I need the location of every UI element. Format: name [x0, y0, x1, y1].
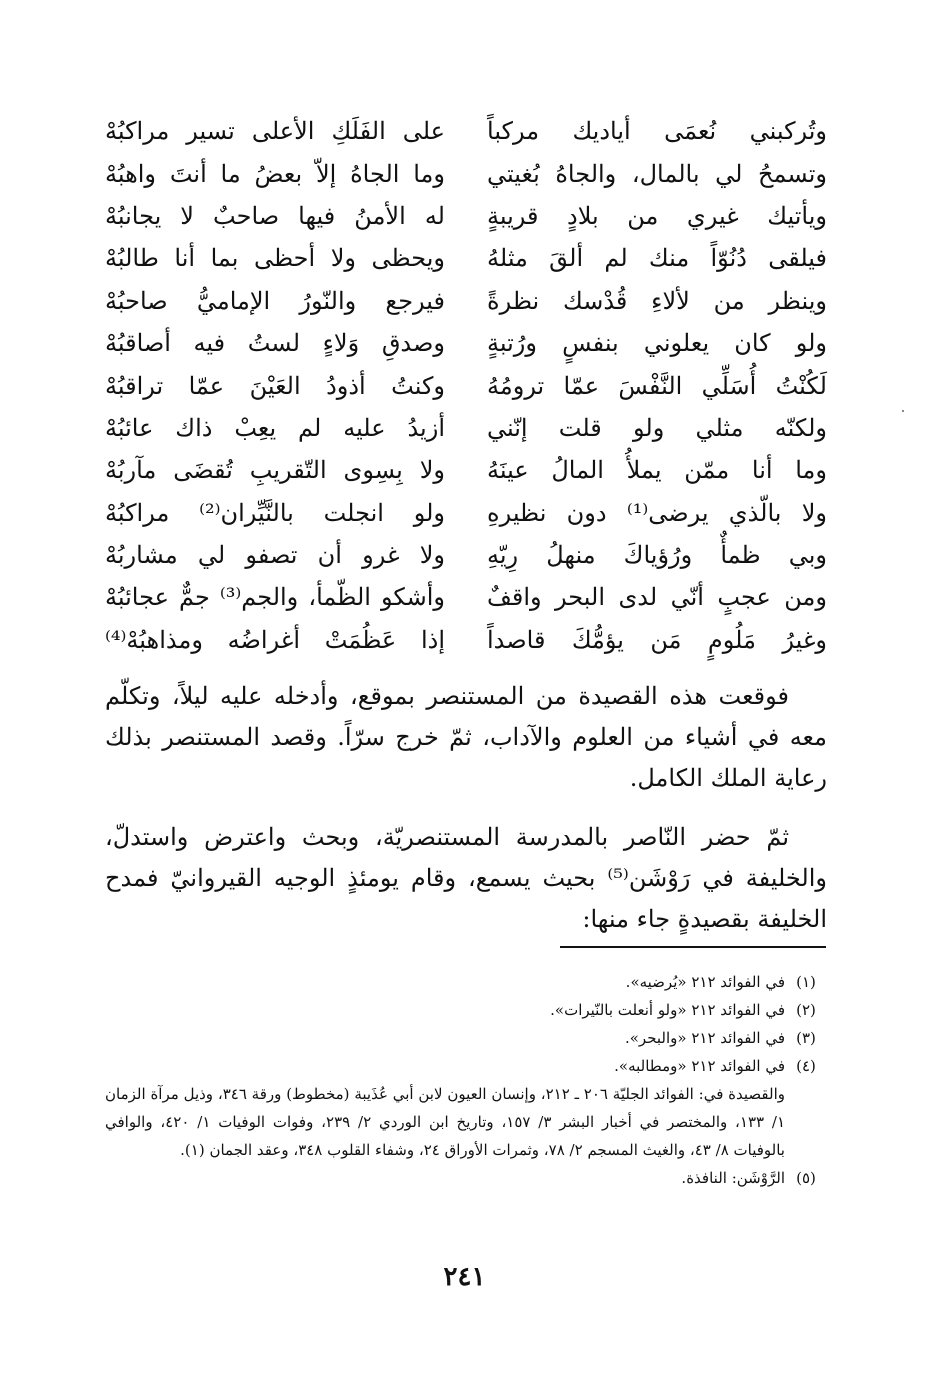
- verse-first-hemistich: وما أنا ممّن يملأُ المالُ عينَهُ: [487, 456, 827, 485]
- verse-first-hemistich: ولكنّه مثلي ولو قلت إنّني: [487, 413, 827, 442]
- footnote-text: في الفوائد ٢١٢ «يُرضيه».: [625, 973, 785, 991]
- verse: [105, 619, 827, 661]
- verse: [105, 407, 827, 449]
- verse-second-hemistich: ولا بِسِوى التّقريبِ تُقضَى مآربُهْ: [105, 456, 445, 485]
- verse: [105, 449, 827, 491]
- scan-speck: [902, 410, 904, 412]
- footnote-number: (٢): [796, 1001, 816, 1019]
- footnote-number: (١): [796, 973, 816, 991]
- footnote-number: (٤): [796, 1057, 816, 1075]
- verse-second-hemistich: له الأمنُ فيها صاحبٌ لا يجانبُهْ: [105, 201, 445, 230]
- footnote: [105, 996, 827, 1024]
- verse: [105, 152, 827, 194]
- verse-first-hemistich: وينظر من لألاءِ قُدْسك نظرةً: [487, 286, 827, 315]
- verse-second-hemistich: وأشكو الظّمأ، والجم⁽³⁾ جمٌّ عجائبُهْ: [105, 583, 445, 612]
- footnote-number: (٥): [796, 1169, 816, 1187]
- verse-second-hemistich: وصدقِ وَلاءٍ لستُ فيه أصاقبُهْ: [105, 329, 445, 358]
- verse: [105, 364, 827, 406]
- footnote-number: (٣): [796, 1029, 816, 1047]
- verse: [105, 576, 827, 618]
- verse-first-hemistich: وغيرُ مَلُومٍ مَن يؤمُّكَ قاصداً: [487, 625, 827, 654]
- paragraph: فوقعت هذه القصيدة من المستنصر بموقع، وأدخله عليه ليلاً، وتكلّم معه في أشياء من العلوم والآداب، ثمّ خرج سرّاً. وقصد المستنصر بذلك رعاية الملك الكامل.: [105, 682, 827, 792]
- page-number: ٢٤١: [443, 1262, 486, 1292]
- verse: [105, 322, 827, 364]
- verse-first-hemistich: وتسمحُ لي بالمال، والجاهُ بُغيتي: [487, 159, 827, 188]
- verse-first-hemistich: ولو كان يعلوني بنفسٍ ورُتبةٍ: [487, 329, 827, 358]
- verse-second-hemistich: على الفَلَكِ الأعلى تسير مراكبُهْ: [105, 117, 445, 146]
- verse: [105, 195, 827, 237]
- verse-second-hemistich: أزيدُ عليه لم يعِبْ ذاك عائبُهْ: [105, 413, 445, 442]
- verse: [105, 534, 827, 576]
- footnotes: [105, 968, 827, 1192]
- verse-first-hemistich: ويأتيك غيري من بلادٍ قريبةٍ: [487, 201, 827, 230]
- footnote-text: في الفوائد ٢١٢ «ومطالبه».: [614, 1057, 785, 1075]
- verse-first-hemistich: وبي ظمأٌ ورُؤياكَ منهلُ رِيّهِ: [487, 541, 827, 570]
- footnote: [105, 1164, 827, 1192]
- verse-second-hemistich: ولو انجلت بالنَّيِّران⁽²⁾ مراكبُهْ: [105, 498, 445, 527]
- verse-first-hemistich: وتُركبني نُعمَى أياديك مركباً: [487, 117, 827, 146]
- verse-first-hemistich: فيلقى دُنُوّاً منك لم ألقَ مثلهُ: [487, 244, 827, 273]
- verse-second-hemistich: ويحظى ولا أحظى بما أنا طالبُهْ: [105, 244, 445, 273]
- footnote: [105, 1052, 827, 1080]
- footnote-text: الرَّوْشَن: النافذة.: [681, 1169, 785, 1187]
- verse-second-hemistich: وما الجاهُ إلاّ بعضُ ما أنتَ واهبُهْ: [105, 159, 445, 188]
- footnote-text: في الفوائد ٢١٢ «والبحر».: [624, 1029, 785, 1047]
- verse-second-hemistich: وكنتُ أذودُ العَيْنَ عمّا تراقبُهْ: [105, 371, 445, 400]
- verse: [105, 492, 827, 534]
- paragraph: ثمّ حضر النّاصر بالمدرسة المستنصريّة، وبحث واعترض واستدلّ، والخليفة في رَوْشَن⁽⁵⁾ بحيث يسمع، وقام يومئذٍ الوجيه القيروانيّ فمدح الخليفة بقصيدةٍ جاء منها:: [105, 823, 827, 933]
- footnote-text: في الفوائد ٢١٢ «ولو أنعلت بالنّيرات».: [550, 1001, 785, 1019]
- verse: [105, 280, 827, 322]
- footnote-sources: والقصيدة في: الفوائد الجليّة ٢٠٦ ـ ٢١٢، وإنسان العيون لابن أبي عُذَيبة (مخطوط) ورقة ٣٤٦، وذيل مرآة الزمان ١/ ١٣٣، والمختصر في أخبار البشر ٣/ ١٥٧، وتاريخ ابن الوردي ٢/ ٢٣٩، وفوات الوفيات ١/ ٤٢٠، والوافي بالوفيات ٨/ ٤٣، والغيث المسجم ٢/ ٧٨، وثمرات الأوراق ٢٤، وشفاء القلوب ٣٤٨، وعقد الجمان (١).: [105, 1085, 786, 1159]
- verse-second-hemistich: إذا عَظُمَتْ أغراضُه ومذاهبُهْ⁽⁴⁾: [105, 625, 445, 654]
- verse: [105, 237, 827, 279]
- footnote: [105, 968, 827, 996]
- prose-body: [105, 676, 827, 940]
- verse: [105, 110, 827, 152]
- footnote: [105, 1024, 827, 1052]
- verse-first-hemistich: ولا بالّذي يرضى⁽¹⁾ دون نظيرهِ: [487, 498, 827, 527]
- verse-first-hemistich: لَكُنْتُ أُسَلِّي النَّفْسَ عمّا ترومُهُ: [487, 371, 827, 400]
- footnote-separator: [560, 946, 826, 948]
- verse-second-hemistich: فيرجع والنّورُ الإماميُّ صاحبُهْ: [105, 286, 445, 315]
- verse-second-hemistich: ولا غرو أن تصفو لي مشاربُهْ: [105, 541, 445, 570]
- verse-first-hemistich: ومن عجبٍ أنّي لدى البحر واقفٌ: [487, 583, 827, 612]
- poem: [105, 110, 827, 661]
